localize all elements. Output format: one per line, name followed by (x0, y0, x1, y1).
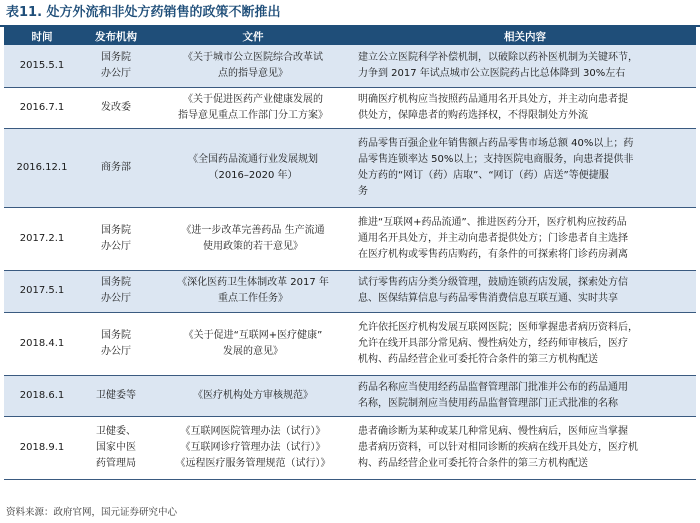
cell-content-line: 患者病历资料，可以针对相同诊断的疾病在线开具处方，医疗机 (358, 441, 638, 453)
table-row (4, 270, 696, 312)
header-time: 时间 (4, 27, 80, 45)
cell-content (354, 270, 696, 312)
cell-file-line: 《深化医药卫生体制改革 2017 年 (177, 277, 329, 288)
cell-file (152, 312, 354, 375)
cell-time: 2017.5.1 (4, 270, 80, 312)
cell-file-line: 发展的意见》 (223, 345, 283, 357)
cell-file-line: 《全国药品流通行业发展规划 (188, 153, 318, 165)
cell-org (80, 45, 152, 87)
cell-content-line: 允许在线开具部分常见病、慢性病处方，经药师审核后，医疗 (358, 337, 628, 349)
cell-org-line: 办公厅 (101, 293, 131, 304)
policy-table (4, 27, 696, 480)
cell-time: 2018.4.1 (4, 312, 80, 375)
cell-content-line: 药品零售百强企业年销售额占药品零售市场总额 40%以上；药 (358, 137, 634, 149)
cell-file-line: （2016–2020 年） (208, 169, 298, 181)
cell-file-line: 《进一步改革完善药品 生产流通 (181, 224, 325, 236)
cell-content-line: 允许依托医疗机构发展互联网医院；医师掌握患者病历资料后， (358, 321, 638, 333)
cell-file (152, 375, 354, 416)
cell-org-line: 发改委 (101, 101, 131, 113)
cell-org (80, 270, 152, 312)
table-row (4, 312, 696, 375)
cell-content-line: 机构、药品经营企业可委托符合条件的第三方机构配送 (358, 353, 598, 365)
cell-time: 2018.9.1 (4, 416, 80, 479)
cell-content-line: 供处方，保障患者的购药选择权，不得限制处方外流 (358, 109, 588, 121)
cell-time: 2018.6.1 (4, 375, 80, 416)
header-org: 发布机构 (80, 27, 152, 45)
cell-content (354, 45, 696, 87)
cell-content-line: 明确医疗机构应当按照药品通用名开具处方，并主动向患者提 (358, 93, 628, 105)
table-row (4, 207, 696, 270)
cell-org-line: 卫健委、 (96, 425, 136, 437)
cell-time: 2015.5.1 (4, 45, 80, 87)
cell-content-line: 患者确诊断为某种或某几种常见病、慢性病后，医师应当掌握 (358, 425, 628, 437)
cell-content-line: 通用名开具处方，并主动向患者提供处方；门诊患者自主选择 (358, 232, 628, 244)
table-header-row (4, 27, 696, 45)
cell-org-line: 国务院 (101, 51, 131, 63)
cell-time: 2017.2.1 (4, 207, 80, 270)
cell-content-line: 力争到 2017 年试点城市公立医院药占比总体降到 30%左右 (358, 67, 626, 79)
cell-content (354, 207, 696, 270)
cell-org-line: 国务院 (101, 329, 131, 341)
cell-content-line: 构、药品经营企业可委托符合条件的第三方机构配送 (358, 457, 588, 469)
cell-content-line: 名称，医院制剂应当使用药品监督管理部门正式批准的名称 (358, 397, 618, 409)
cell-content-line: 在医疗机构或零售药店购药，有条件的可探索将门诊药房剥离 (358, 248, 628, 260)
cell-file (152, 45, 354, 87)
table-row (4, 87, 696, 128)
source-note: 资料来源：政府官网，国元证券研究中心 (6, 507, 178, 518)
cell-org-line: 商务部 (101, 161, 131, 173)
cell-file-line: 重点工作任务》 (218, 293, 288, 304)
cell-content-line: 建立公立医院科学补偿机制，以破除以药补医机制为关键环节， (358, 51, 638, 63)
table-body (4, 45, 696, 479)
table-row (4, 128, 696, 207)
cell-content-line: 处方药的“网订（药）店取”、“网订（药）店送”等便捷服 (358, 169, 609, 181)
cell-org (80, 87, 152, 128)
cell-content-line: 务 (358, 185, 368, 197)
cell-file-line: 使用政策的若干意见》 (203, 240, 303, 252)
cell-content-line: 息、医保结算信息与药品零售消费信息互联互通、实时共享 (358, 293, 618, 304)
table-row (4, 416, 696, 479)
header-file: 文件 (152, 27, 354, 45)
cell-org (80, 128, 152, 207)
cell-org-line: 国务院 (101, 224, 131, 236)
table-row (4, 375, 696, 416)
cell-file-line: 《远程医疗服务管理规范（试行）》 (175, 457, 331, 469)
cell-content (354, 128, 696, 207)
cell-content-line: 推进“互联网+药品流通”、推进医药分开，医疗机构应按药品 (358, 216, 627, 228)
cell-org-line: 卫健委等 (96, 389, 136, 401)
header-content: 相关内容 (354, 27, 696, 45)
cell-org-line: 办公厅 (101, 67, 131, 79)
cell-org (80, 207, 152, 270)
table-row (4, 45, 696, 87)
cell-org-line: 办公厅 (101, 345, 131, 357)
cell-org-line: 办公厅 (101, 240, 131, 252)
cell-file (152, 416, 354, 479)
cell-time: 2016.12.1 (4, 128, 80, 207)
cell-file-line: 点的指导意见》 (218, 67, 288, 79)
cell-org (80, 312, 152, 375)
cell-file (152, 270, 354, 312)
cell-file-line: 指导意见重点工作部门分工方案》 (178, 109, 328, 121)
cell-file (152, 128, 354, 207)
cell-time: 2016.7.1 (4, 87, 80, 128)
cell-content (354, 416, 696, 479)
cell-content (354, 87, 696, 128)
table-title: 表11. 处方外流和非处方药销售的政策不断推出 (6, 5, 281, 20)
cell-org-line: 国务院 (101, 277, 131, 288)
cell-content-line: 试行零售药店分类分级管理，鼓励连锁药店发展，探索处方信 (358, 277, 628, 288)
cell-file-line: 《关于促进“互联网+医疗健康” (183, 329, 323, 341)
cell-file-line: 《互联网医院管理办法（试行）》 (180, 425, 326, 437)
cell-file-line: 《医疗机构处方审核规范》 (193, 389, 313, 401)
cell-file (152, 87, 354, 128)
cell-org (80, 375, 152, 416)
cell-file-line: 《关于城市公立医院综合改革试 (183, 51, 323, 63)
cell-content-line: 品零售连锁率达 50%以上；支持医院电商服务，向患者提供非 (358, 153, 634, 165)
cell-file-line: 《互联网诊疗管理办法（试行）》 (180, 441, 326, 453)
cell-org-line: 药管理局 (96, 457, 136, 469)
cell-content (354, 312, 696, 375)
cell-org-line: 国家中医 (96, 441, 136, 453)
cell-file-line: 《关于促进医药产业健康发展的 (183, 93, 323, 105)
cell-file (152, 207, 354, 270)
cell-content-line: 药品名称应当使用经药品监督管理部门批准并公布的药品通用 (358, 381, 628, 393)
cell-org (80, 416, 152, 479)
cell-content (354, 375, 696, 416)
